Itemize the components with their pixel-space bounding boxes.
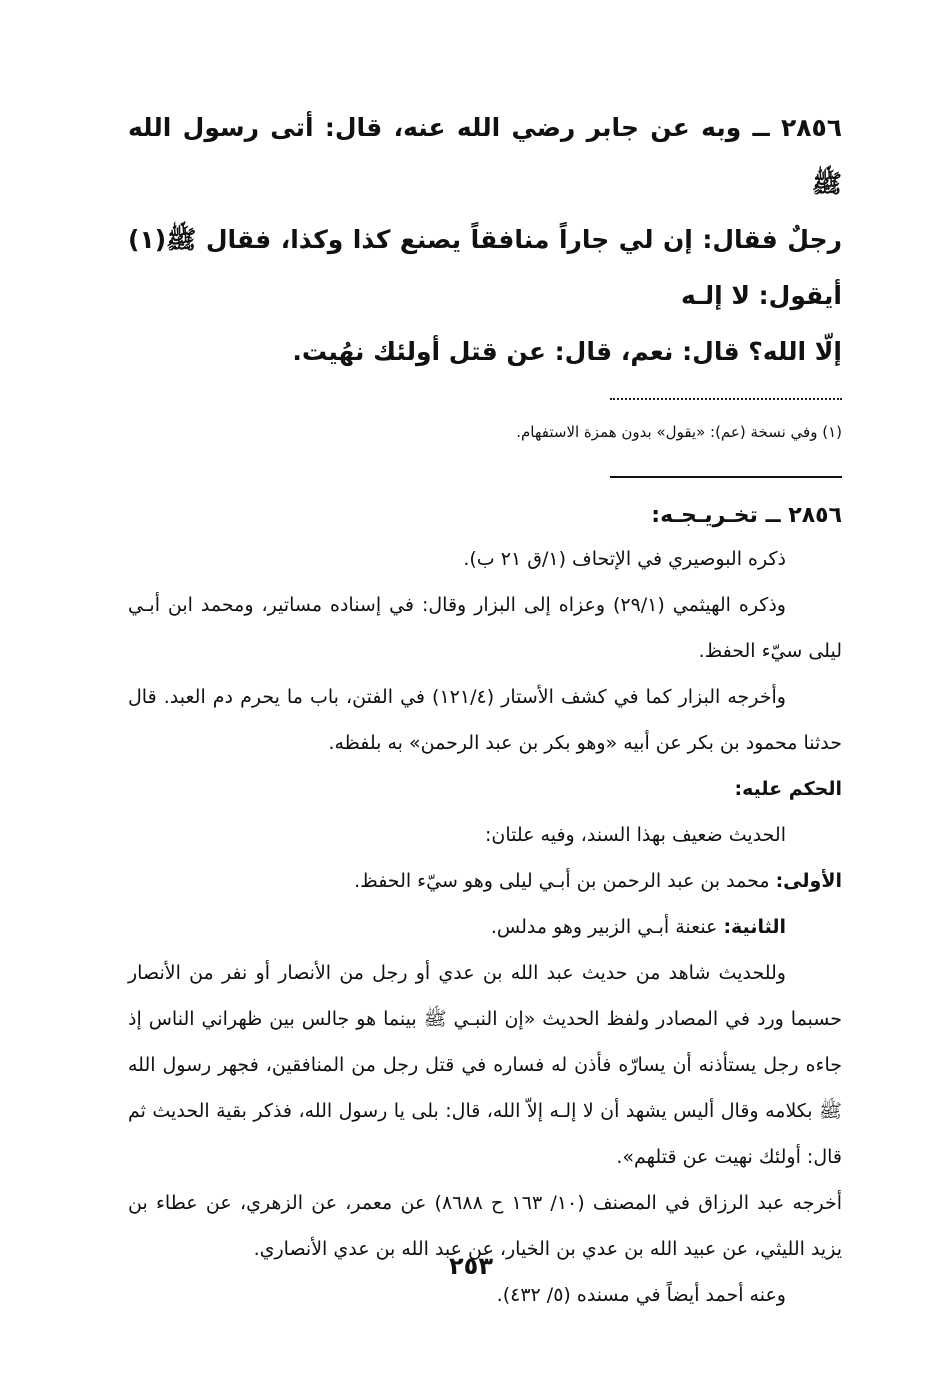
takhrij-body — [128, 536, 842, 1318]
first-defect-label: الأولى: — [775, 870, 842, 892]
footnote-separator — [610, 388, 842, 400]
paragraph: وللحديث شاهد من حديث عبد الله بن عدي أو رجل من الأنصار أو نفر من الأنصار حسبما ورد في المصادر ولفظ الحديث «إن النبـي ﷺ بينما هو جالس بين ظهراني الناس إذ جاءه رجل يستأذنه أن يسارّه فأذن له فساره في قتل رجل من المنافقين، فجهر رسول الله ﷺ بكلامه وقال أليس يشهد أن لا إلـه إلاّ الله، قال: بلى يا رسول الله، فذكر بقية الحديث ثم قال: أولئك نهيت عن قتلهم». — [128, 962, 842, 1168]
second-defect-label: الثانية: — [723, 916, 786, 938]
paragraph: وذكره الهيثمي (٢٩/١) وعزاه إلى البزار وقال: في إسناده مساتير، ومحمد ابن أبـي ليلى سيّء الحفظ. — [128, 594, 842, 662]
footnote: (١) وفي نسخة (عم): «يقول» بدون همزة الاستفهام. — [516, 423, 842, 441]
section-divider — [610, 476, 842, 478]
hadith-line: رجلٌ فقال: إن لي جاراً منافقاً يصنع كذا وكذا، فقال ﷺ(١) أيقول: لا إلـه — [128, 225, 842, 310]
hadith-text — [128, 100, 842, 380]
page-number: ٢٥٣ — [449, 1252, 493, 1280]
paragraph: وعنه أحمد أيضاً في مسنده (٥/ ٤٣٢). — [496, 1284, 786, 1306]
hadith-line: إلّا الله؟ قال: نعم، قال: عن قتل أولئك نهُيت. — [292, 337, 842, 366]
paragraph: أخرجه عبد الرزاق في المصنف (١٠/ ١٦٣ ح ٨٦٨٨) عن معمر، عن الزهري، عن عطاء بن يزيد الليثي، عن عبيد الله بن عدي بن الخيار، عن عبد الله بن عدي الأنصاري. — [128, 1192, 842, 1260]
second-defect-text: عنعنة أبـي الزبير وهو مدلس. — [490, 916, 724, 938]
first-defect-text: محمد بن عبد الرحمن بن أبـي ليلى وهو سيّء الحفظ. — [354, 870, 776, 892]
paragraph: وأخرجه البزار كما في كشف الأستار (١٢١/٤) في الفتن، باب ما يحرم دم العبد. قال حدثنا محمود بن بكر عن أبيه «وهو بكر بن عبد الرحمن» به بلفظه. — [128, 686, 842, 754]
hukm-heading: الحكم عليه: — [734, 778, 842, 800]
paragraph: الحديث ضعيف بهذا السند، وفيه علتان: — [485, 824, 786, 846]
paragraph: ذكره البوصيري في الإتحاف (١/ق ٢١ ب). — [463, 548, 786, 570]
hadith-line: ٢٨٥٦ ــ وبه عن جابر رضي الله عنه، قال: أتى رسول الله ﷺ — [128, 113, 842, 198]
page-content — [128, 100, 842, 1318]
second-defect — [128, 904, 842, 950]
takhrij-heading: ٢٨٥٦ ــ تخـريـجـه: — [651, 503, 842, 528]
first-defect — [128, 858, 842, 904]
